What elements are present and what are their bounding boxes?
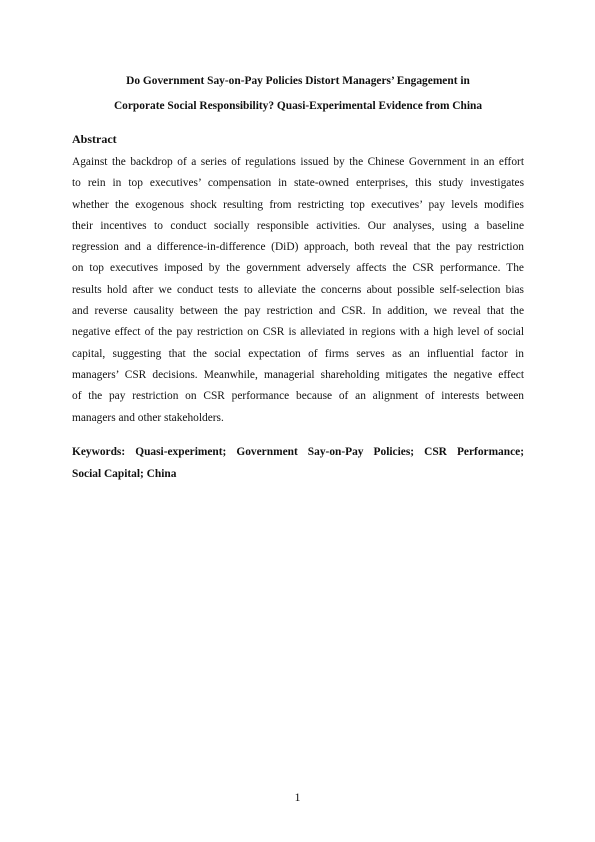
keywords-line: Social Capital; China bbox=[72, 468, 177, 480]
abstract-line: regression and a difference-in-difference (DiD) approach, both reveal that the pay restriction bbox=[72, 241, 524, 254]
title-line: Do Government Say-on-Pay Policies Distort Managers’ Engagement in bbox=[126, 75, 470, 87]
abstract-line: Against the backdrop of a series of regulations issued by the Chinese Government in an effort bbox=[72, 156, 524, 168]
abstract-line: managers’ CSR decisions. Meanwhile, managerial shareholding mitigates the negative effect bbox=[72, 368, 524, 381]
keywords-line: Keywords: Quasi-experiment; Government Say-on-Pay Policies; CSR Performance; bbox=[72, 446, 524, 458]
abstract-body bbox=[72, 152, 524, 429]
abstract-line: their incentives to conduct socially responsible activities. Our analyses, using a baseline bbox=[72, 219, 524, 232]
abstract-heading: Abstract bbox=[72, 132, 117, 146]
title-line: Corporate Social Responsibility? Quasi-Experimental Evidence from China bbox=[113, 100, 483, 112]
abstract-line: and reverse causality between the pay restriction and CSR. In addition, we reveal that the bbox=[72, 305, 524, 318]
page-number: 1 bbox=[294, 790, 301, 804]
abstract-line: on top executives imposed by the government adversely affects the CSR performance. The bbox=[72, 262, 524, 275]
abstract-line: of the pay restriction on CSR performance because of an alignment of interests between bbox=[72, 390, 524, 403]
abstract-line: results hold after we conduct tests to alleviate the concerns about possible self-selection bias bbox=[72, 283, 524, 296]
abstract-line: managers and other stakeholders. bbox=[72, 411, 224, 424]
paper-title bbox=[72, 69, 524, 119]
abstract-line: negative effect of the pay restriction on CSR is alleviated in regions with a high level of social bbox=[72, 326, 524, 339]
abstract-line: whether the exogenous shock resulting from restricting top executives’ pay levels modifies bbox=[72, 198, 524, 211]
abstract-line: capital, suggesting that the social expectation of firms serves as an influential factor in bbox=[72, 347, 524, 360]
keywords bbox=[72, 441, 524, 485]
abstract-line: to rein in top executives’ compensation in state-owned enterprises, this study investigates bbox=[72, 177, 524, 190]
